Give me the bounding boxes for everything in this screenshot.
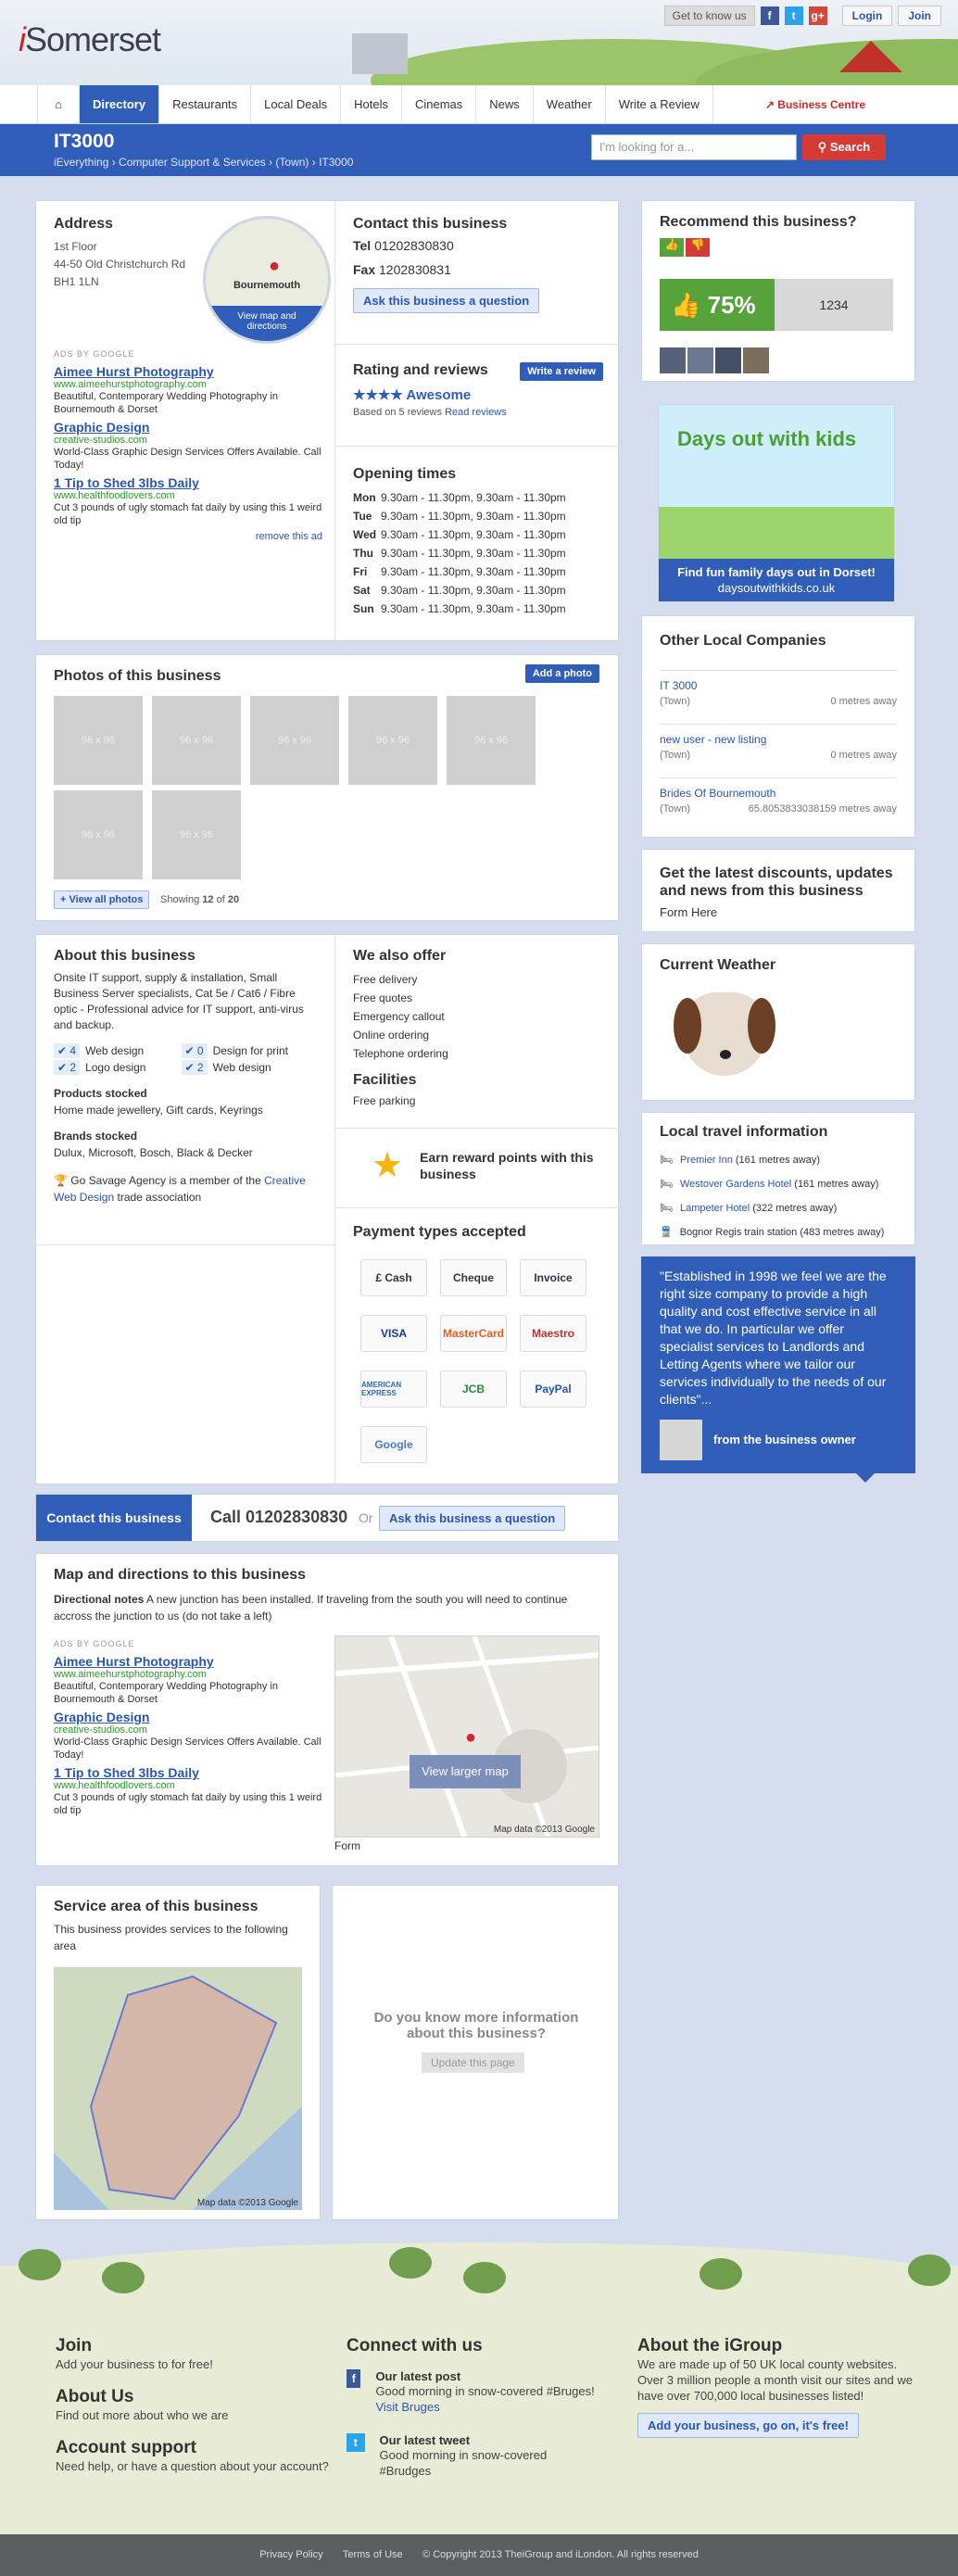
discounts-card: Get the latest discounts, updates and news from this business Form Here <box>641 849 915 932</box>
business-centre-link[interactable]: ↗ Business Centre <box>764 98 865 111</box>
payment-type: JCB <box>440 1370 507 1408</box>
ad-item[interactable]: 1 Tip to Shed 3lbs Daily www.healthfoodlovers.com Cut 3 pounds of ugly stomach fat daily by using this 1 weird old tip <box>54 475 322 526</box>
thumbs-up-icon: 👍 <box>671 291 701 319</box>
breadcrumb[interactable]: iEverything › Computer Support & Services › (Town) › IT3000 <box>54 156 354 169</box>
hours-row: Mon 9.30am - 11.30pm, 9.30am - 11.30pm <box>353 491 566 504</box>
nav-cinemas[interactable]: Cinemas <box>402 85 476 123</box>
nav-local-deals[interactable]: Local Deals <box>251 85 341 123</box>
header-illustration <box>213 30 958 85</box>
add-photo-button[interactable]: Add a photo <box>525 664 599 683</box>
hours-row: Fri 9.30am - 11.30pm, 9.30am - 11.30pm <box>353 565 566 578</box>
search-input[interactable]: I'm looking for a... <box>591 134 797 160</box>
ad-item[interactable]: Aimee Hurst Photography www.aimeehurstphotography.com Beautiful, Contemporary Wedding Photography in Bournemouth & Dorset <box>54 1654 278 1705</box>
days-out-ad[interactable]: Days out with kids Find fun family days out in Dorset! daysoutwithkids.co.uk <box>658 404 895 602</box>
ads-block: ADS BY GOOGLE Aimee Hurst Photography www.aimeehurstphotography.com Beautiful, Contemporary Wedding Photography in Bournemouth & Dorset Graphic Design creative-studios.com World-Class Graphic Design Services Offers Available. Call Today! 1 Tip to Shed 3lbs Daily www.healthfoodlovers.com Cut 3 pounds of ugly stomach fat daily by using this 1 weird old tip remove this ad <box>54 349 322 542</box>
payment-type: PayPal <box>520 1370 586 1408</box>
rating-stars: ★★★★ <box>353 387 403 403</box>
photo-placeholder[interactable]: 96 x 96 <box>348 696 437 785</box>
service-area-map[interactable]: Map data ©2013 Google <box>54 1967 302 2210</box>
star-icon: ★ <box>372 1146 404 1185</box>
recommend-percentage: 👍 75% <box>660 279 775 331</box>
ask-question-button[interactable]: Ask this business a question <box>353 288 539 313</box>
association-link[interactable]: Creative Web Design <box>54 1174 306 1204</box>
travel-item[interactable]: 🛏 Lampeter Hotel (322 metres away) <box>660 1203 838 1214</box>
offer-item: Free quotes <box>353 991 413 1004</box>
contact-bar: Contact this business Call 01202830830 Or Ask this business a question <box>35 1494 619 1542</box>
travel-item[interactable]: 🛏 Premier Inn (161 metres away) <box>660 1155 820 1166</box>
address-map[interactable]: ● Bournemouth View map and directions <box>203 216 331 344</box>
other-companies-card: Other Local Companies IT 3000 (Town) 0 metres away new user - new listing (Town) 0 metres away Brides Of Bournemouth (Town) 65.8053833038159 metres away <box>641 615 915 838</box>
read-reviews-link[interactable]: Read reviews <box>445 407 507 418</box>
update-page-button[interactable]: Update this page <box>422 2052 524 2073</box>
phone-number[interactable]: 01202830830 <box>374 238 454 253</box>
service-tag: ✔ 4 Web design <box>54 1044 182 1057</box>
chart-icon: ↗ <box>764 98 775 111</box>
photo-placeholder[interactable]: 96 x 96 <box>152 696 241 785</box>
ads-block-2: ADS BY GOOGLE Aimee Hurst Photography www.aimeehurstphotography.com Beautiful, Contemporary Wedding Photography in Bournemouth & Dorset Graphic Design creative-studios.com World-Class Graphic Design Services Offers Available. Call Today! 1 Tip to Shed 3lbs Daily www.healthfoodlovers.com Cut 3 pounds of ugly stomach fat daily by using this 1 weird old tip <box>54 1639 322 1816</box>
contact-heading: Contact this business <box>353 216 508 232</box>
reward-points: ★ Earn reward points with this business <box>372 1146 594 1185</box>
payment-type: £ Cash <box>360 1259 427 1296</box>
twitter-icon[interactable]: t <box>347 2433 365 2452</box>
business-details-card: Address 1st Floor 44-50 Old Christchurch Rd BH1 1LN ● Bournemouth View map and directions ADS BY GOOGLE Aimee Hurst Photography www.aimeehurstphotography.com Beautiful, Contemporary Wedding Photography in Bournemouth & Dorset Graphic Design creative-studios.com World-Class Graphic Design Services Offers Available. Call Today! 1 Tip to Shed 3lbs Daily www.healthfoodlovers.com Cut 3 pounds of ugly stomach fat daily by using this 1 weird old tip remove this ad Contact this business Tel 01202830830 Fax 1202830831 Ask this business a question Rating and reviews Write a review ★★★★ Awesome Based on 5 reviews Read reviews Opening times Mon 9.30am - 11.30pm, 9.30am - 11.30pm Tue 9.30am - 11.30pm, 9.30am - 11.30pm Wed 9.30am - 11.30pm, 9.30am - 11.30pm Thu 9.30am - 11.30pm, 9.30am - 11.30pm Fri 9.30am - 11.30pm, 9.30am - 11.30pm Sat 9.30am - 11.30pm, 9.30am - 11.30pm Sun 9.30am - 11.30pm, 9.30am - 11.30pm <box>35 200 619 641</box>
get-to-know-label: Get to know us <box>664 6 755 26</box>
thumbs-up-icon[interactable]: 👍 <box>660 238 684 257</box>
opening-times: Opening times Mon 9.30am - 11.30pm, 9.30am - 11.30pm Tue 9.30am - 11.30pm, 9.30am - 11.30pm Wed 9.30am - 11.30pm, 9.30am - 11.30pm Thu 9.30am - 11.30pm, 9.30am - 11.30pm Fri 9.30am - 11.30pm, 9.30am - 11.30pm Sat 9.30am - 11.30pm, 9.30am - 11.30pm Sun 9.30am - 11.30pm, 9.30am - 11.30pm <box>353 466 612 618</box>
ad-item[interactable]: Aimee Hurst Photography www.aimeehurstphotography.com Beautiful, Contemporary Wedding Photography in Bournemouth & Dorset <box>54 364 278 415</box>
bed-icon: 🛏 <box>660 1179 673 1190</box>
local-company-item[interactable]: Brides Of Bournemouth (Town) 65.8053833038159 metres away <box>660 777 897 814</box>
travel-item[interactable]: 🚆 Bognor Regis train station (483 metres away) <box>660 1227 885 1238</box>
about-card: About this business Onsite IT support, supply & installation, Small Business Server specialists, Cat 5e / Cat6 / Fibre optic - Professional advice for IT support, anti-virus and backup. ✔ 4 Web design ✔ 0 Design for print ✔ 2 Logo design ✔ 2 Web design Products stocked Home made jewellery, Gift cards, Keyrings Brands stocked Dulux, Microsoft, Bosch, Black & Decker 🏆 Go Savage Agency is a member of the Creative Web Design trade association We also offer Free delivery Free quotes Emergency callout Online ordering Telephone ordering Facilities Free parking ★ Earn reward points with this business Payment types accepted £ Cash Cheque Invoice VISA MasterCard Maestro AMERICAN EXPRESS JCB PayPal Google <box>35 934 619 1484</box>
directions-map[interactable]: ● View larger map Map data ©2013 Google <box>334 1635 599 1837</box>
search-button[interactable]: ⚲ Search <box>802 134 886 160</box>
local-company-item[interactable]: IT 3000 (Town) 0 metres away <box>660 670 897 707</box>
payment-type: MasterCard <box>440 1315 507 1352</box>
ad-item[interactable]: 1 Tip to Shed 3lbs Daily www.healthfoodlovers.com Cut 3 pounds of ugly stomach fat daily by using this 1 weird old tip <box>54 1765 322 1816</box>
address-lines: 1st Floor 44-50 Old Christchurch Rd BH1 1LN <box>54 240 186 288</box>
map-pin-icon: ● <box>269 256 281 276</box>
map-card: Map and directions to this business Directional notes A new junction has been installed. If traveling from the south you will need to continue accross the junction to us (do not take a left) ADS BY GOOGLE Aimee Hurst Photography www.aimeehurstphotography.com Beautiful, Contemporary Wedding Photography in Bournemouth & Dorset Graphic Design creative-studios.com World-Class Graphic Design Services Offers Available. Call Today! 1 Tip to Shed 3lbs Daily www.healthfoodlovers.com Cut 3 pounds of ugly stomach fat daily by using this 1 weird old tip ● View larger map Map data ©2013 Google Form <box>35 1553 619 1866</box>
add-business-button[interactable]: Add your business, go on, it's free! <box>637 2413 859 2438</box>
service-area-card: Service area of this business This business provides services to the following area Map data ©2013 Google <box>35 1885 321 2220</box>
footer-join-link[interactable]: Join <box>56 2336 93 2355</box>
address-heading: Address <box>54 216 114 232</box>
login-button[interactable]: Login <box>842 6 893 26</box>
facebook-icon[interactable]: f <box>761 6 779 25</box>
recommend-card: Recommend this business? 👍 👎 👍 75% 1234 <box>641 200 915 382</box>
hours-row: Sat 9.30am - 11.30pm, 9.30am - 11.30pm <box>353 584 566 597</box>
page-title: IT3000 <box>54 131 115 152</box>
payment-type: AMERICAN EXPRESS <box>360 1370 427 1408</box>
ad-item[interactable]: Graphic Design creative-studios.com World-Class Graphic Design Services Offers Available. Call Today! <box>54 1710 321 1761</box>
write-review-button[interactable]: Write a review <box>520 362 603 381</box>
recommender-avatars <box>660 347 769 373</box>
photo-placeholder[interactable]: 96 x 96 <box>250 696 339 785</box>
offer-item: Emergency callout <box>353 1010 445 1023</box>
privacy-link[interactable]: Privacy Policy <box>259 2549 323 2560</box>
weather-dog-image <box>683 992 766 1076</box>
contact-tab[interactable]: Contact this business <box>36 1495 192 1541</box>
nav-weather[interactable]: Weather <box>534 85 606 123</box>
footer-account-link[interactable]: Account support <box>56 2438 196 2457</box>
view-all-photos-button[interactable]: + View all photos <box>54 890 149 909</box>
site-footer: Join Add your business to for free! About Us Find out more about who we are Account support Need help, or have a question about your account? Connect with us f Our latest post Good morning in snow-covered #Bruges! Visit Bruges t Our latest tweet Good morning in snow-covered #Brudges About the iGroup We are made up of 50 UK local county websites. Over 3 million people a month visit our sites and we have over 700,000 local businesses listed! Add your business, go on, it's free! <box>0 2266 958 2534</box>
train-icon: 🚆 <box>660 1227 673 1238</box>
owner-quote: "Established in 1998 we feel we are the right size company to provide a high quality and cost effective service in all that we do. In particular we offer specialist services to Landlords and Letting Agents where we tailor our services individually to the needs of our clients"... from the business owner <box>641 1256 915 1473</box>
remove-ad-link[interactable]: remove this ad <box>255 531 322 542</box>
payment-type: Invoice <box>520 1259 586 1296</box>
weather-card: Current Weather <box>641 943 915 1101</box>
call-number[interactable]: Call 01202830830 <box>210 1508 348 1526</box>
main-nav <box>0 85 958 124</box>
trophy-icon: 🏆 <box>54 1174 68 1187</box>
payment-type: Google <box>360 1426 427 1463</box>
hours-row: Wed 9.30am - 11.30pm, 9.30am - 11.30pm <box>353 528 566 541</box>
service-tag: ✔ 2 Web design <box>182 1061 309 1074</box>
photo-placeholder[interactable]: 96 x 96 <box>54 790 143 879</box>
ask-question-button-2[interactable]: Ask this business a question <box>379 1506 565 1531</box>
about-text: Onsite IT support, supply & installation, Small Business Server specialists, Cat 5e / Cat6 / Fibre optic - Professional advice for IT support, anti-virus and backup. <box>54 971 304 1031</box>
payment-type: Maestro <box>520 1315 586 1352</box>
bed-icon: 🛏 <box>660 1155 673 1166</box>
photo-placeholder[interactable]: 96 x 96 <box>447 696 536 785</box>
photos-card: Photos of this business Add a photo 96 x 96 96 x 96 96 x 96 96 x 96 96 x 96 96 x 96 96 x 96 + View all photos Showing 12 of 20 <box>35 654 619 921</box>
travel-item[interactable]: 🛏 Westover Gardens Hotel (161 metres away) <box>660 1179 879 1190</box>
hours-row: Tue 9.30am - 11.30pm, 9.30am - 11.30pm <box>353 510 566 523</box>
bed-icon: 🛏 <box>660 1203 673 1214</box>
home-icon[interactable]: ⌂ <box>37 85 80 123</box>
google-plus-icon[interactable]: g+ <box>809 6 827 25</box>
owner-avatar <box>660 1420 702 1460</box>
title-bar <box>0 124 958 176</box>
fax-number: 1202830831 <box>379 262 451 277</box>
visit-bruges-link[interactable]: Visit Bruges <box>375 2400 440 2414</box>
service-tag: ✔ 2 Logo design <box>54 1061 182 1074</box>
service-tag: ✔ 0 Design for print <box>182 1044 309 1057</box>
footer-about-link[interactable]: About Us <box>56 2387 134 2406</box>
nav-directory[interactable]: Directory <box>80 85 159 123</box>
ad-item[interactable]: Graphic Design creative-studios.com World-Class Graphic Design Services Offers Available. Call Today! <box>54 420 321 471</box>
offer-item: Telephone ordering <box>353 1047 448 1060</box>
footer-bar <box>0 2534 958 2576</box>
more-info-card: Do you know more information about this business? Update this page <box>332 1885 619 2220</box>
view-larger-map-button[interactable]: View larger map <box>410 1755 521 1788</box>
nav-restaurants[interactable]: Restaurants <box>159 85 251 123</box>
facebook-icon[interactable]: f <box>347 2369 360 2388</box>
recommend-count: 1234 <box>775 279 893 331</box>
nav-hotels[interactable]: Hotels <box>341 85 402 123</box>
map-pin-icon: ● <box>465 1727 477 1748</box>
site-header <box>0 0 958 85</box>
payment-type: Cheque <box>440 1259 507 1296</box>
join-button[interactable]: Join <box>898 6 941 26</box>
site-logo[interactable]: iSomerset <box>19 20 161 58</box>
photo-placeholder[interactable]: 96 x 96 <box>152 790 241 879</box>
local-company-item[interactable]: new user - new listing (Town) 0 metres away <box>660 724 897 761</box>
copyright: © Copyright 2013 TheiGroup and iLondon. All rights reserved <box>422 2549 699 2560</box>
terms-link[interactable]: Terms of Use <box>342 2549 403 2560</box>
nav-write-review[interactable]: Write a Review <box>606 85 713 123</box>
thumbs-down-icon[interactable]: 👎 <box>686 238 710 257</box>
nav-news[interactable]: News <box>476 85 534 123</box>
payment-type: VISA <box>360 1315 427 1352</box>
offer-item: Online ordering <box>353 1029 430 1042</box>
travel-card: Local travel information 🛏 Premier Inn (161 metres away) 🛏 Westover Gardens Hotel (161 metres away) 🛏 Lampeter Hotel (322 metres away) 🚆 Bognor Regis train station (483 metres away) <box>641 1112 915 1245</box>
hours-row: Thu 9.30am - 11.30pm, 9.30am - 11.30pm <box>353 547 566 560</box>
photo-placeholder[interactable]: 96 x 96 <box>54 696 143 785</box>
offer-item: Free delivery <box>353 973 418 986</box>
hours-row: Sun 9.30am - 11.30pm, 9.30am - 11.30pm <box>353 602 566 615</box>
search-icon: ⚲ <box>817 140 827 154</box>
rating-heading: Rating and reviews <box>353 362 488 378</box>
twitter-icon[interactable]: t <box>785 6 803 25</box>
